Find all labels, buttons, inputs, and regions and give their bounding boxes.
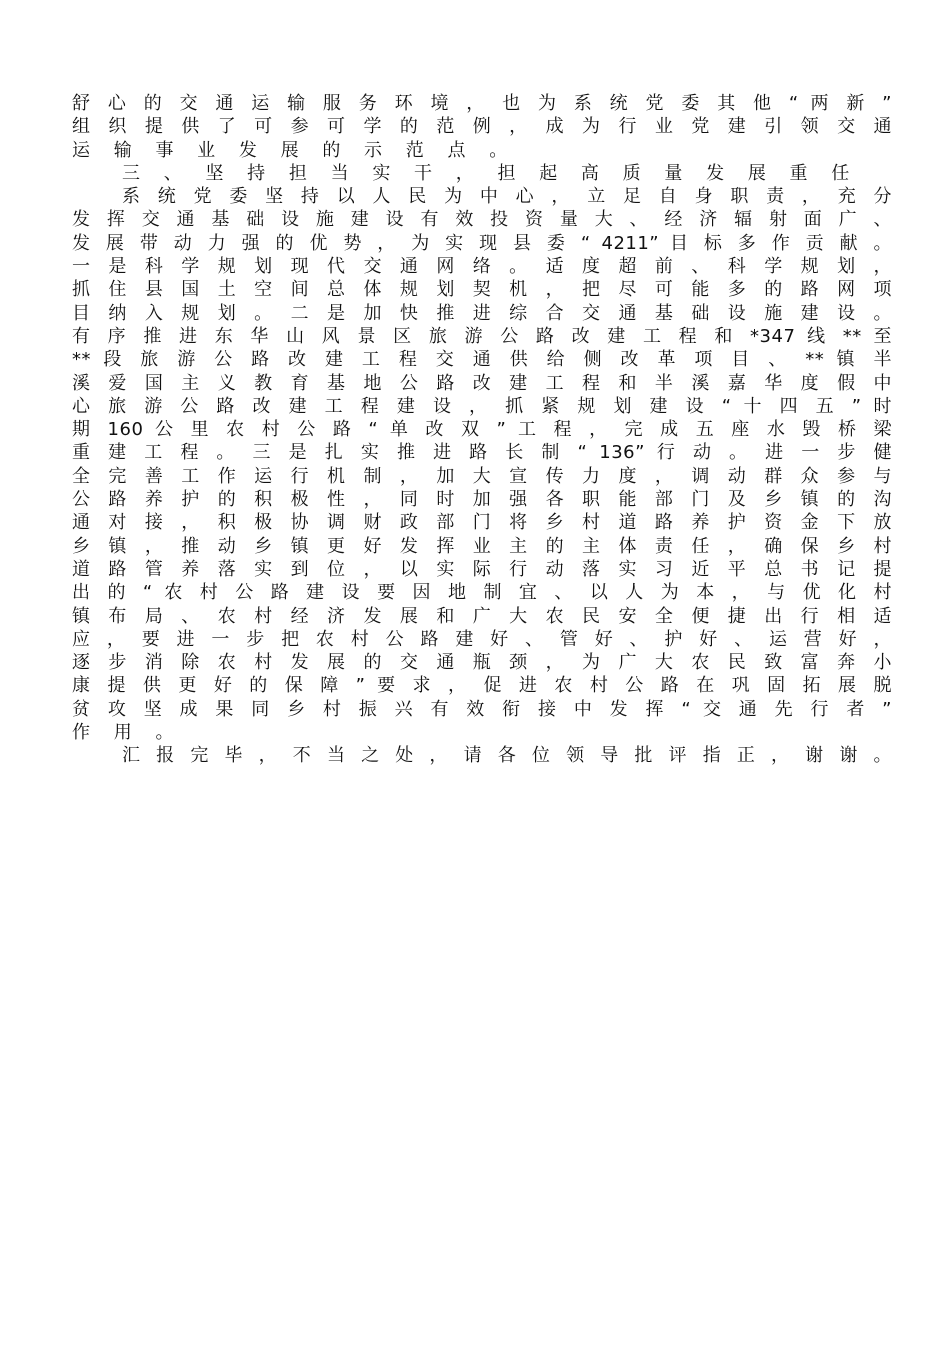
text-line-15: 期 160 公 里 农 村 公 路 “ 单 改 双 ” 工 程 ， 完 成 五 座 水 毁 桥 梁 — [72, 419, 892, 441]
text-line-8: 一 是 科 学 规 划 现 代 交 通 网 络 。 适 度 超 前 、 科 学 规 划 ， — [72, 256, 892, 278]
text-line-5: 系 统 党 委 坚 持 以 人 民 为 中 心 ， 立 足 自 身 职 责 ， 充 分 — [122, 186, 892, 208]
text-line-19: 通 对 接 ， 积 极 协 调 财 政 部 门 将 乡 村 道 路 养 护 资 金 下 放 — [72, 512, 892, 534]
text-line-21: 道 路 管 养 落 实 到 位 ， 以 实 际 行 动 落 实 习 近 平 总 书 记 提 — [72, 558, 892, 580]
text-line-3: 运 输 事 业 发 展 的 示 范 点 。 — [72, 139, 517, 161]
text-line-20: 乡 镇 ， 推 动 乡 镇 更 好 发 挥 业 主 的 主 体 责 任 ， 确 保 乡 村 — [72, 535, 892, 557]
text-line-25: 逐 步 消 除 农 村 发 展 的 交 通 瓶 颈 ， 为 广 大 农 民 致 富 奔 小 — [72, 652, 892, 674]
text-line-6: 发 挥 交 通 基 础 设 施 建 设 有 效 投 资 量 大 、 经 济 辐 射 面 广 、 — [72, 209, 892, 231]
body-text — [72, 92, 892, 768]
text-line-17: 全 完 善 工 作 运 行 机 制 ， 加 大 宣 传 力 度 ， 调 动 群 众 参 与 — [72, 465, 892, 487]
text-line-14: 心 旅 游 公 路 改 建 工 程 建 设 ， 抓 紧 规 划 建 设 “ 十 四 五 ” 时 — [72, 395, 892, 417]
text-line-26: 康 提 供 更 好 的 保 障 ” 要 求 ， 促 进 农 村 公 路 在 巩 固 拓 展 脱 — [72, 675, 892, 697]
section-heading: 三 、 坚 持 担 当 实 干 ， 担 起 高 质 量 发 展 重 任 — [122, 162, 859, 184]
text-line-9: 抓 住 县 国 土 空 间 总 体 规 划 契 机 ， 把 尽 可 能 多 的 路 网 项 — [72, 279, 892, 301]
text-line-16: 重 建 工 程 。 三 是 扎 实 推 进 路 长 制 “ 136” 行 动 。 进 一 步 健 — [72, 442, 892, 464]
text-line-22: 出 的 “ 农 村 公 路 建 设 要 因 地 制 宜 、 以 人 为 本 ， 与 优 化 村 — [72, 582, 892, 604]
text-line-1: 舒 心 的 交 通 运 输 服 务 环 境 ， 也 为 系 统 党 委 其 他 “ 两 新 ” — [72, 93, 892, 114]
text-line-2: 组 织 提 供 了 可 参 可 学 的 范 例 ， 成 为 行 业 党 建 引 领 交 通 — [72, 116, 892, 138]
text-line-13: 溪 爱 国 主 义 教 育 基 地 公 路 改 建 工 程 和 半 溪 嘉 华 度 假 中 — [72, 372, 892, 394]
text-line-7: 发 展 带 动 力 强 的 优 势 ， 为 实 现 县 委 “ 4211” 目 标 多 作 贡 献 。 — [72, 232, 892, 254]
text-line-10: 目 纳 入 规 划 。 二 是 加 快 推 进 综 合 交 通 基 础 设 施 建 设 。 — [72, 302, 892, 324]
text-line-24: 应 ， 要 进 一 步 把 农 村 公 路 建 好 、 管 好 、 护 好 、 运 营 好 ， — [72, 628, 892, 650]
text-line-23: 镇 布 局 、 农 村 经 济 发 展 和 广 大 农 民 安 全 便 捷 出 行 相 适 — [72, 605, 892, 627]
text-line-11: 有 序 推 进 东 华 山 风 景 区 旅 游 公 路 改 建 工 程 和 *347 线 ** 至 — [72, 325, 892, 347]
text-line-28: 作 用 。 — [72, 722, 183, 744]
text-line-12: ** 段 旅 游 公 路 改 建 工 程 交 通 供 给 侧 改 革 项 目 、 ** 镇 半 — [72, 349, 892, 371]
closing-line: 汇 报 完 毕 ， 不 当 之 处 ， 请 各 位 领 导 批 评 指 正 ， 谢 谢 。 — [122, 745, 892, 767]
text-line-18: 公 路 养 护 的 积 极 性 ， 同 时 加 强 各 职 能 部 门 及 乡 镇 的 沟 — [72, 489, 892, 511]
text-line-27: 贫 攻 坚 成 果 同 乡 村 振 兴 有 效 衔 接 中 发 挥 “ 交 通 先 行 者 ” — [72, 698, 892, 720]
